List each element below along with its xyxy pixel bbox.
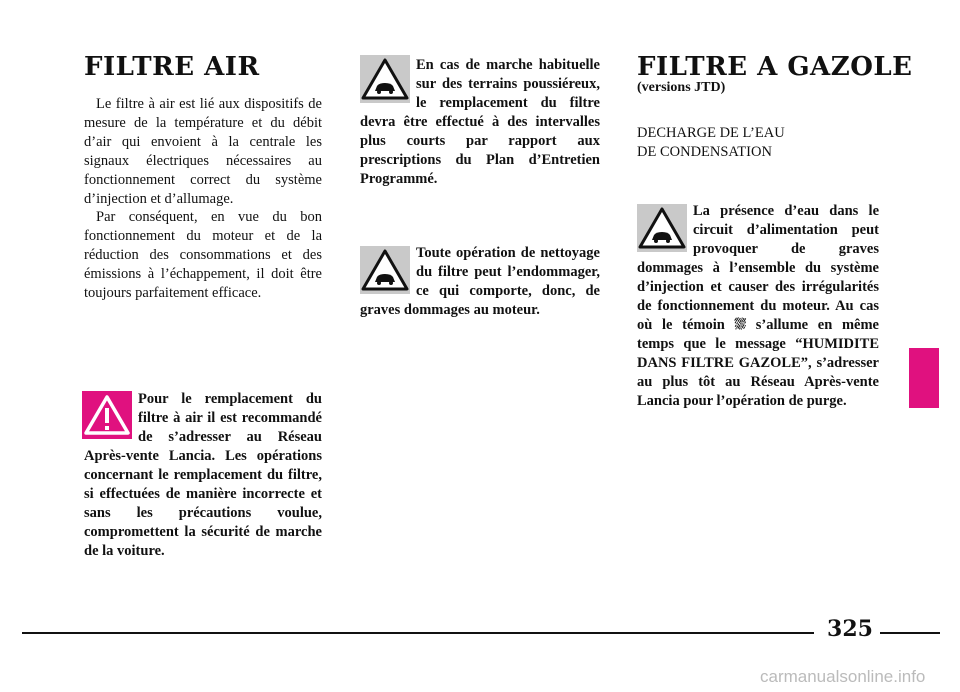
- section-title-filtre-air: FILTRE AIR: [84, 52, 260, 82]
- paragraph-filtre-air-2: Par conséquent, en vue du bon fonctionnement du moteur et de la réduction des consommations et des émissions à l’échappement, il doit être toujours parfaitement efficace.: [84, 209, 322, 301]
- chapter-tab-marker: [909, 348, 939, 408]
- note-box-dusty-terrain: [360, 56, 600, 189]
- paragraph-filtre-air-1: Le filtre à air est lié aux dispositifs de mesure de la température et du débit d’air qui envoient à la centrale les signaux électriques nécessaires au fonctionnement correct du système d’injection et d’allumage.: [84, 96, 322, 207]
- note-text-water: La présence d’eau dans le circuit d’alimentation peut provoquer de graves dommages à l’ensemble du système d’injection et causer des irrégularités de fonctionnement du moteur. Au cas où le témoin ⛆ s’allume en même temps que le message “HUMIDITE DANS FILTRE GAZOLE”, s’adresser au plus tôt au Réseau Après-vente Lancia pour l’opération de purge.: [637, 203, 879, 409]
- subtitle-versions: (versions JTD): [637, 80, 726, 95]
- note-text-dusty-terrain: En cas de marche habituelle sur des terrains poussiéreux, le remplacement du filtre devra être effectué à des intervalles plus courts par rapport aux prescriptions du Plan d’Entretien Programmé.: [360, 57, 600, 187]
- page-number: 325: [827, 616, 873, 642]
- note-box-water: [637, 202, 879, 411]
- section-title-filtre-gazole: FILTRE A GAZOLE: [637, 52, 913, 82]
- section-heading-line1: DECHARGE DE L’EAU: [637, 125, 785, 141]
- note-box-cleaning: [360, 244, 600, 320]
- warning-box-filtre-air: [84, 390, 322, 561]
- footer-rule-left: [22, 632, 814, 634]
- warning-text-filtre-air: Pour le remplacement du filtre à air il est recommandé de s’adresser au Réseau Après-vente Lancia. Les opérations concernant le remplacement du filtre, si effectuées de manière incorrecte et sans les précautions voulue, compromettent la sécurité de marche de la voiture.: [84, 391, 322, 559]
- section-heading-line2: DE CONDENSATION: [637, 144, 772, 160]
- footer-rule-right: [880, 632, 940, 634]
- watermark-text: carmanualsonline.info: [760, 667, 926, 686]
- note-text-cleaning: Toute opération de nettoyage du filtre peut l’endommager, ce qui comporte, donc, de graves dommages au moteur.: [360, 245, 600, 318]
